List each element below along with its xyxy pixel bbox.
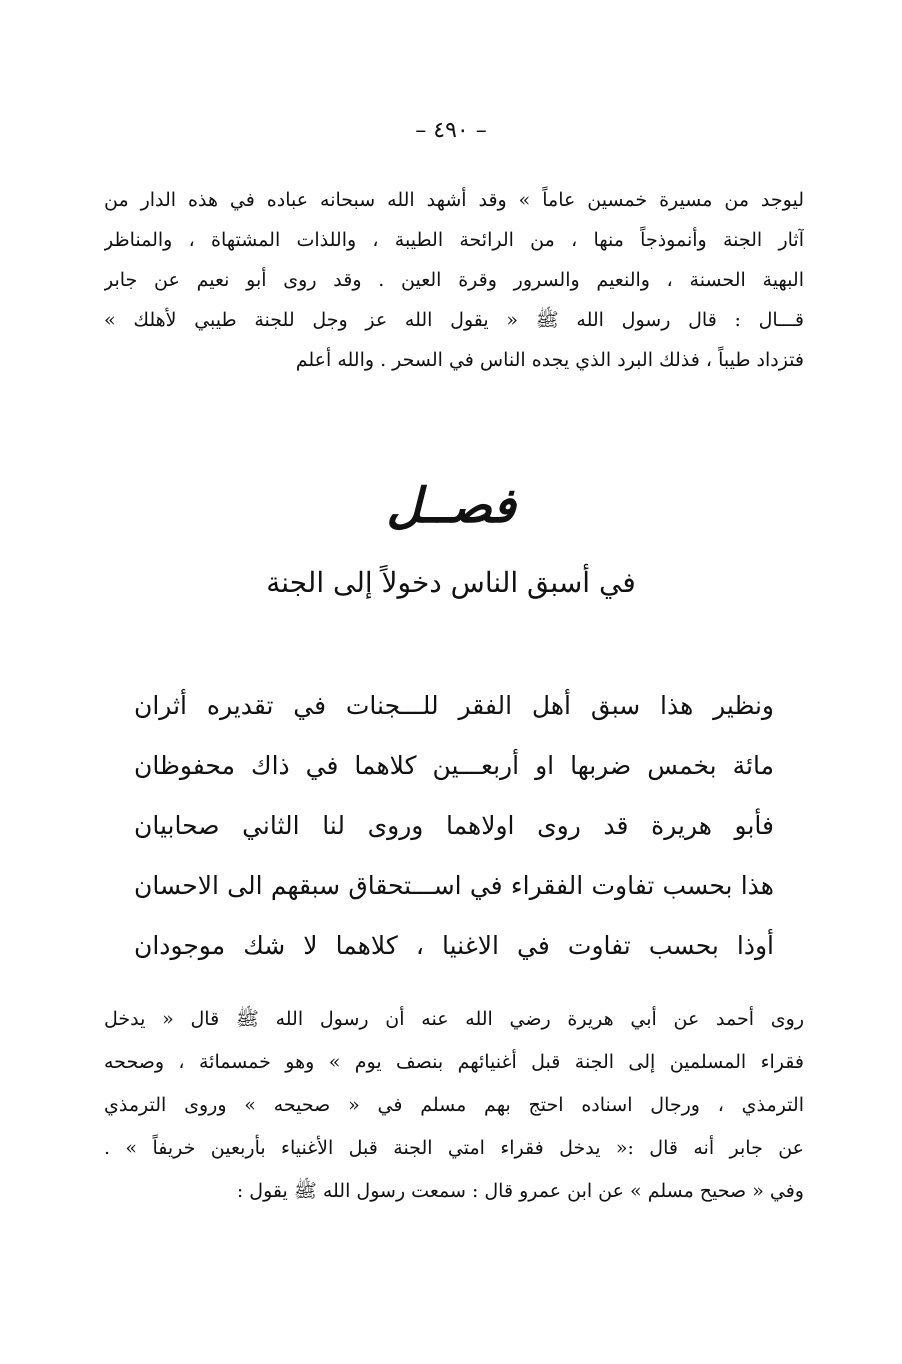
paragraph-line: وفي « صحيح مسلم » عن ابن عمرو قال : سمعت رسول الله ﷺ يقول : <box>236 1180 804 1202</box>
poem-verse: ونظير هذا سبق أهل الفقر للـــجنات في تقديره أثران <box>134 691 774 720</box>
poem-verse: فأبو هريرة قد روى اولاهما وروى لنا الثاني صحابيان <box>134 811 774 840</box>
paragraph-line: روى أحمد عن أبي هريرة رضي الله عنه أن رسول الله ﷺ قال « يدخل <box>104 1008 804 1030</box>
section-heading: فصــل <box>386 478 516 534</box>
top-paragraph <box>104 180 804 380</box>
paragraph-line: آثار الجنة وأنموذجاً منها ، من الرائحة الطيبة ، واللذات المشتهاة ، والمناظر <box>104 229 804 251</box>
page-number: – ٤٩٠ – <box>415 118 487 143</box>
poem-verse: هذا بحسب تفاوت الفقراء في اســـتحقاق سبقهم الى الاحسان <box>134 871 774 900</box>
poem <box>134 682 774 982</box>
paragraph-line: ليوجد من مسيرة خمسين عاماً » وقد أشهد الله سبحانه عباده في هذه الدار من <box>104 189 804 211</box>
paragraph-line: البهية الحسنة ، والنعيم والسرور وقرة العين . وقد روى أبو نعيم عن جابر <box>104 269 804 291</box>
paragraph-line: عن جابر أنه قال :« يدخل فقراء امتي الجنة قبل الأغنياء بأربعين خريفاً » . <box>104 1137 804 1159</box>
paragraph-line: الترمذي ، ورجال اسناده احتج بهم مسلم في « صحيحه » وروى الترمذي <box>104 1094 804 1116</box>
section-subtitle: في أسبق الناس دخولاً إلى الجنة <box>266 566 636 599</box>
paragraph-line: قـــال : قال رسول الله ﷺ « يقول الله عز وجل للجنة طيبي لأهلك » <box>104 309 804 331</box>
poem-verse: مائة بخمس ضربها او أربعـــين كلاهما في ذاك محفوظان <box>134 751 774 780</box>
paragraph-line: فقراء المسلمين إلى الجنة قبل أغنيائهم بنصف يوم » وهو خمسمائة ، وصححه <box>104 1051 804 1073</box>
bottom-paragraph <box>104 998 804 1213</box>
poem-verse: أوذا بحسب تفاوت في الاغنيا ، كلاهما لا شك موجودان <box>134 931 774 960</box>
paragraph-line: فتزداد طيباً ، فذلك البرد الذي يجده الناس في السحر . والله أعلم <box>295 349 804 371</box>
